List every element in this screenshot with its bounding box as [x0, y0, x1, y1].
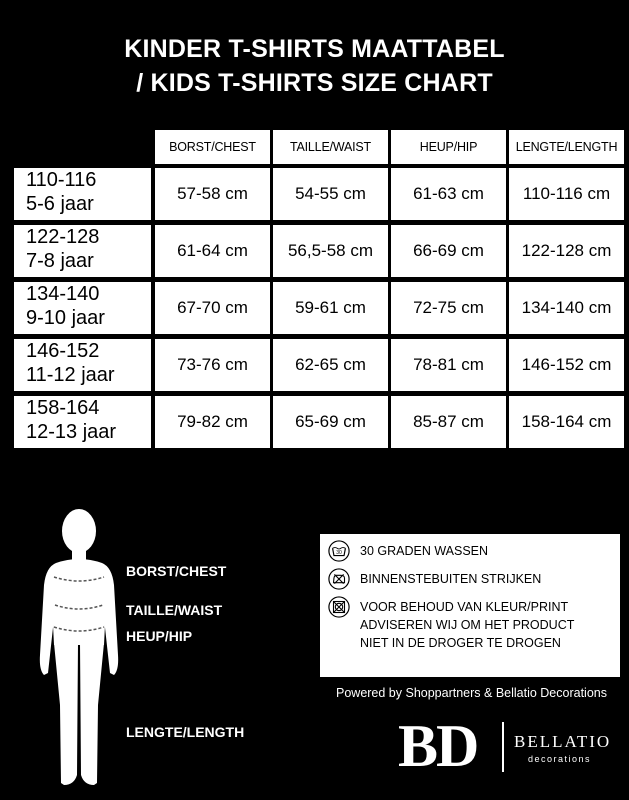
figure-label-length: LENGTE/LENGTH [126, 724, 245, 740]
row-label [14, 339, 151, 391]
cell-chest: 61-64 cm [155, 225, 270, 277]
row-age: 5-6 jaar [26, 193, 94, 215]
wash-30-icon [328, 540, 350, 562]
care-text-line: NIET IN DE DROGER TE DROGEN [360, 636, 561, 650]
row-age: 7-8 jaar [26, 250, 94, 272]
cell-length: 110-116 cm [509, 168, 624, 220]
cell-hip: 72-75 cm [391, 282, 506, 334]
cell-waist: 54-55 cm [273, 168, 388, 220]
cell-hip: 66-69 cm [391, 225, 506, 277]
care-instructions-box [320, 534, 620, 677]
powered-by-text: Powered by Shoppartners & Bellatio Decorations [336, 686, 607, 700]
row-label [14, 168, 151, 220]
figure-label-chest: BORST/CHEST [126, 563, 227, 579]
care-item-iron [328, 568, 612, 590]
logo-subtitle: decorations [528, 754, 592, 764]
figure-label-hip: HEUP/HIP [126, 628, 193, 644]
no-tumble-dry-icon [328, 596, 350, 618]
cell-length: 158-164 cm [509, 396, 624, 448]
row-label [14, 282, 151, 334]
care-item-dryer [328, 596, 612, 652]
cell-hip: 61-63 cm [391, 168, 506, 220]
row-size: 134-140 [26, 283, 100, 305]
logo-mark: BD [398, 713, 478, 779]
cell-waist: 62-65 cm [273, 339, 388, 391]
header-chest: BORST/CHEST [155, 130, 270, 164]
cell-chest: 67-70 cm [155, 282, 270, 334]
care-text-multiline [360, 596, 574, 652]
row-age: 12-13 jaar [26, 421, 117, 443]
row-age: 11-12 jaar [26, 364, 115, 386]
row-label [14, 225, 151, 277]
cell-waist: 65-69 cm [273, 396, 388, 448]
cell-length: 122-128 cm [509, 225, 624, 277]
care-item-wash [328, 540, 612, 562]
page-title [0, 32, 629, 100]
no-iron-icon [328, 568, 350, 590]
header-hip: HEUP/HIP [391, 130, 506, 164]
child-figure-icon [34, 505, 124, 790]
cell-length: 134-140 cm [509, 282, 624, 334]
wash-temp: 30 [336, 550, 342, 557]
title-line-2: / KIDS T-SHIRTS SIZE CHART [136, 69, 493, 97]
care-text-line: VOOR BEHOUD VAN KLEUR/PRINT [360, 600, 569, 614]
cell-chest: 57-58 cm [155, 168, 270, 220]
header-length: LENGTE/LENGTH [509, 130, 624, 164]
row-size: 158-164 [26, 397, 100, 419]
logo-name: BELLATIO [514, 732, 612, 751]
row-age: 9-10 jaar [26, 307, 105, 329]
cell-chest: 79-82 cm [155, 396, 270, 448]
title-line-1: KINDER T-SHIRTS MAATTABEL [124, 35, 505, 63]
care-text: 30 GRADEN WASSEN [360, 544, 489, 558]
logo-divider [502, 722, 504, 772]
cell-waist: 56,5-58 cm [273, 225, 388, 277]
row-size: 110-116 [26, 169, 97, 191]
row-size: 146-152 [26, 340, 100, 362]
row-label [14, 396, 151, 448]
cell-length: 146-152 cm [509, 339, 624, 391]
cell-hip: 85-87 cm [391, 396, 506, 448]
care-text: BINNENSTEBUITEN STRIJKEN [360, 572, 542, 586]
header-waist: TAILLE/WAIST [273, 130, 388, 164]
cell-hip: 78-81 cm [391, 339, 506, 391]
row-size: 122-128 [26, 226, 100, 248]
cell-chest: 73-76 cm [155, 339, 270, 391]
care-text-line: ADVISEREN WIJ OM HET PRODUCT [360, 618, 575, 632]
cell-waist: 59-61 cm [273, 282, 388, 334]
figure-label-waist: TAILLE/WAIST [126, 602, 223, 618]
